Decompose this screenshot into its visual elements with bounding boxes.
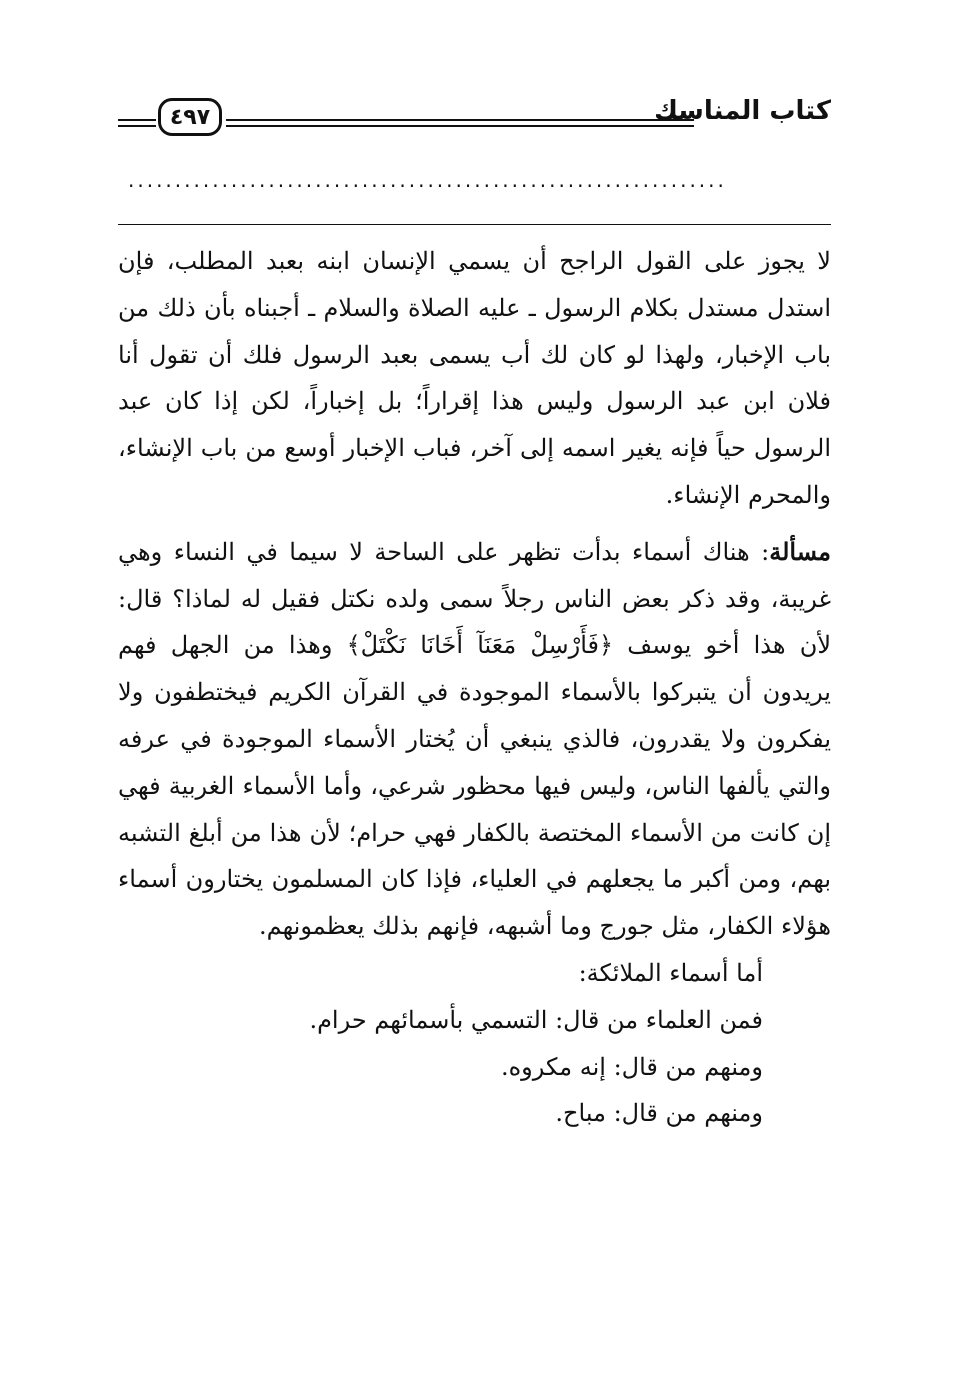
line-disliked: ومنهم من قال: إنه مكروه. — [500, 1052, 763, 1081]
line-angels-names: أما أسماء الملائكة: — [578, 958, 763, 987]
dotted-separator: ................................................................ — [128, 168, 727, 192]
page-header — [118, 92, 831, 142]
page-body — [118, 238, 831, 1137]
running-title: كتاب المناسك — [654, 96, 831, 126]
header-rule-left — [118, 119, 156, 121]
paragraph-1: لا يجوز على القول الراجح أن يسمي الإنسان ابنه بعبد المطلب، فإن استدل مستدل بكلام الرسول ـ عليه الصلاة والسلام ـ أجبناه بأن ذلك من باب الإخبار، ولهذا لو كان لك أب يسمى بعبد الرسول فلك أن تقول أنا فلان ابن عبد الرسول وليس هذا إقراراً؛ بل إخباراً، لكن إذا كان عبد الرسول حياً فإنه يغير اسمه إلى آخر، فباب الإخبار أوسع من باب الإنشاء، والمحرم الإنشاء. — [118, 247, 831, 509]
page-number: ٤٩٧ — [158, 98, 222, 136]
paragraph-2 — [118, 529, 831, 950]
paragraph-2-text: : هناك أسماء بدأت تظهر على الساحة لا سيما في النساء وهي غريبة، وقد ذكر بعض الناس رجلاً سمى ولده نكتل فقيل له لماذا؟ قال: لأن هذا أخو يوسف ﴿فَأَرْسِلْ مَعَنَآ أَخَانَا نَكْتَلْ﴾ وهذا من الجهل فهم يريدون أن يتبركوا بالأسماء الموجودة في القرآن الكريم فيختطفون ولا يفكرون ولا يقدرون، فالذي ينبغي أن يُختار الأسماء الموجودة في عرفه والتي يألفها الناس، وليس فيها محظور شرعي، وأما الأسماء الغربية فهي إن كانت من الأسماء المختصة بالكفار فهي حرام؛ لأن هذا من أبلغ التشبه بهم، ومن أكبر ما يجعلهم في العلياء، فإذا كان المسلمون يختارون أسماء هؤلاء الكفار، مثل جورج وما أشبهه، فإنهم بذلك يعظمونهم. — [118, 537, 832, 941]
header-rule-right — [226, 119, 694, 121]
line-forbidden: فمن العلماء من قال: التسمي بأسمائهم حرام. — [309, 1005, 763, 1034]
line-permissible: ومنهم من قال: مباح. — [555, 1099, 763, 1128]
issue-label: مسألة — [769, 536, 831, 566]
divider-line — [118, 224, 831, 225]
